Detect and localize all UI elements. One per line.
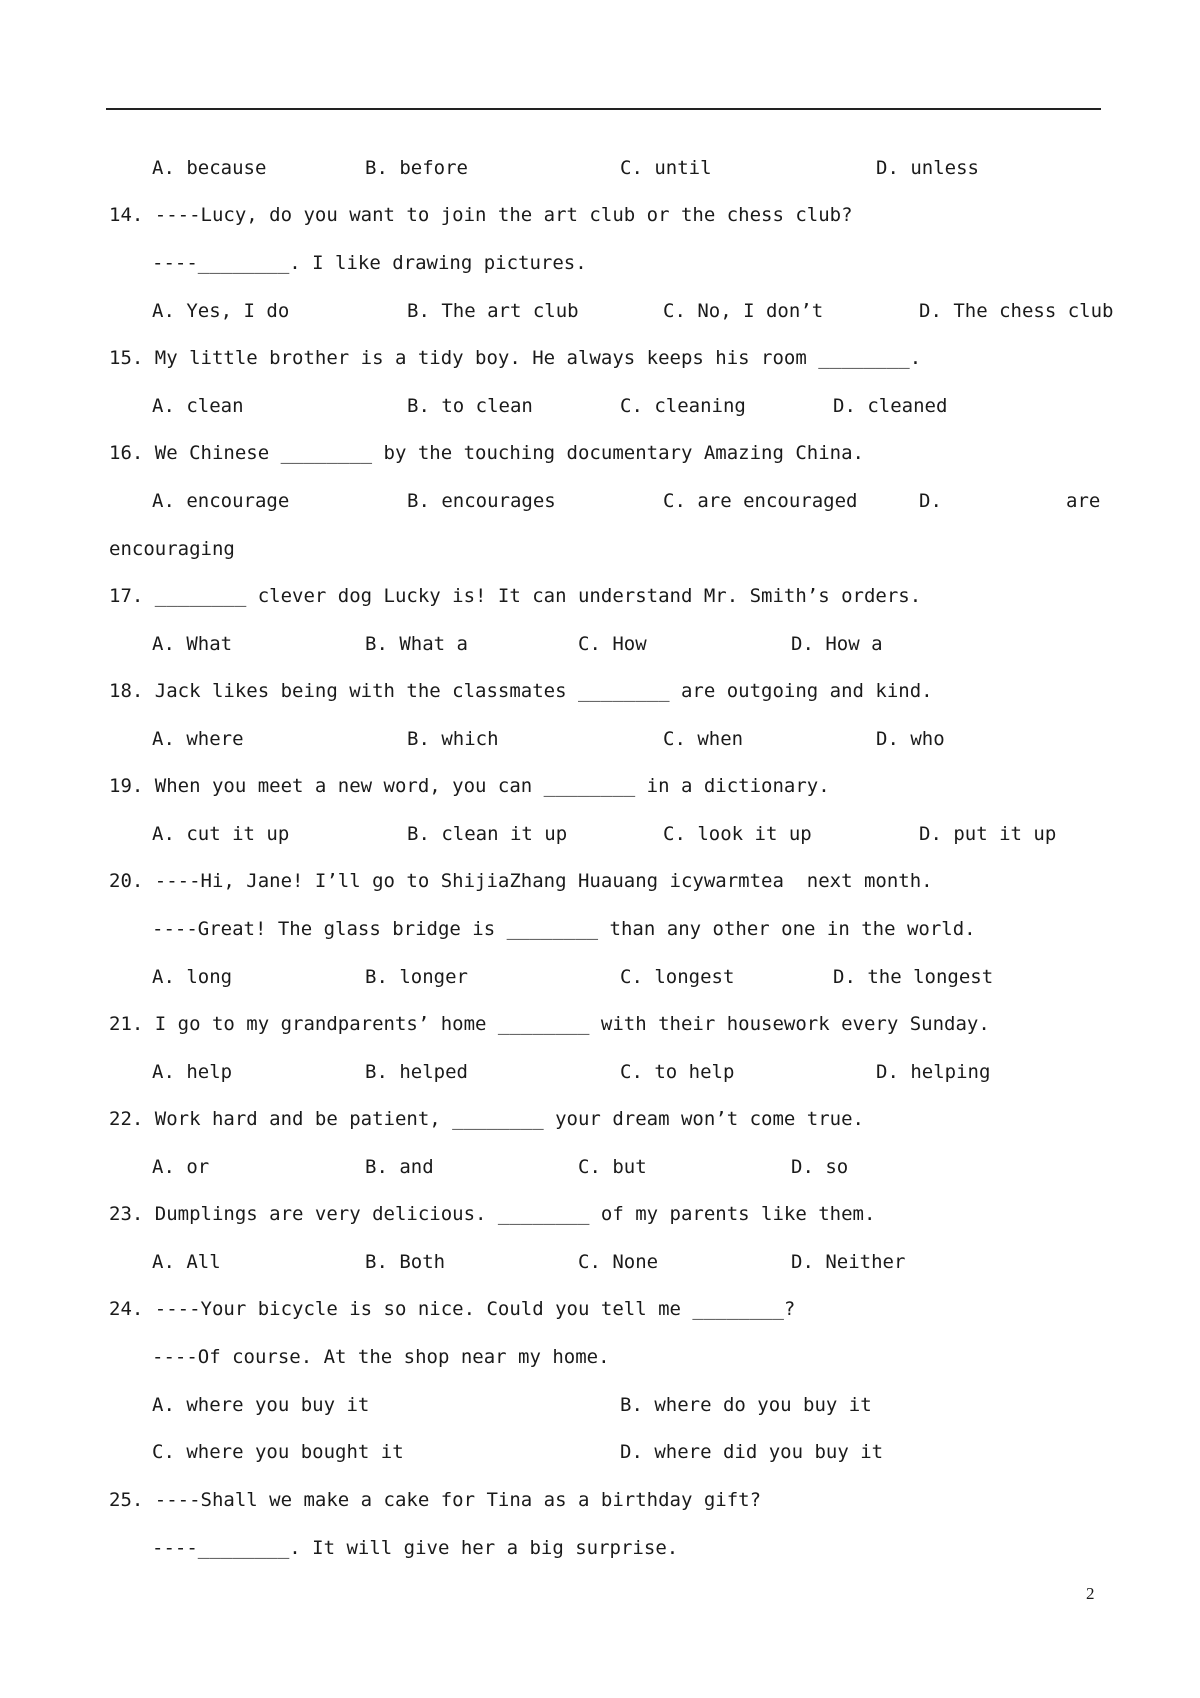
q15-option-c: C. cleaning	[620, 395, 746, 417]
q20-option-b: B. longer	[365, 966, 468, 988]
page-number: 2	[1086, 1584, 1095, 1603]
q24-option-c: C. where you bought it	[152, 1441, 404, 1463]
q23-option-c: C. None	[578, 1251, 659, 1273]
q21-option-c: C. to help	[620, 1061, 735, 1083]
q17-option-a: A. What	[152, 633, 233, 655]
q13-option-d: D. unless	[876, 157, 979, 179]
q17-option-b: B. What a	[365, 633, 468, 655]
q15-option-a: A. clean	[152, 395, 244, 417]
q24-option-d: D. where did you buy it	[620, 1441, 884, 1463]
q23-option-d: D. Neither	[791, 1251, 906, 1273]
q16-option-d: D.	[919, 490, 942, 512]
q20-option-d: D. the longest	[833, 966, 994, 988]
q23-option-a: A. All	[152, 1251, 221, 1273]
q22-option-b: B. and	[365, 1156, 434, 1178]
q16-option-c: C. are encouraged	[663, 490, 858, 512]
q20-reply: ----Great! The glass bridge is ________ than any other one in the world.	[152, 918, 976, 940]
q18-option-b: B. which	[407, 728, 499, 750]
q16-option-b: B. encourages	[407, 490, 556, 512]
q21-option-b: B. helped	[365, 1061, 468, 1083]
q18-option-a: A. where	[152, 728, 244, 750]
q22-option-a: A. or	[152, 1156, 210, 1178]
q25-stem: 25. ----Shall we make a cake for Tina as a birthday gift?	[109, 1489, 762, 1511]
q14-option-c: C. No, I don’t	[663, 300, 824, 322]
q20-option-a: A. long	[152, 966, 233, 988]
q16-option-d-wrap: encouraging	[109, 538, 235, 560]
q16-option-a: A. encourage	[152, 490, 290, 512]
q19-option-d: D. put it up	[919, 823, 1057, 845]
q17-option-c: C. How	[578, 633, 647, 655]
q24-stem: 24. ----Your bicycle is so nice. Could you tell me ________?	[109, 1298, 796, 1320]
q20-stem: 20. ----Hi, Jane! I’ll go to ShijiaZhang Huauang icywarmtea next month.	[109, 870, 933, 892]
q16-stem: 16. We Chinese ________ by the touching documentary Amazing China.	[109, 442, 864, 464]
q13-option-b: B. before	[365, 157, 468, 179]
q18-option-d: D. who	[876, 728, 945, 750]
q15-stem: 15. My little brother is a tidy boy. He always keeps his room ________.	[109, 347, 922, 369]
header-rule	[106, 108, 1101, 110]
q16-option-d-text: are	[1066, 490, 1101, 512]
q17-option-d: D. How a	[791, 633, 883, 655]
q13-option-c: C. until	[620, 157, 712, 179]
q14-stem: 14. ----Lucy, do you want to join the art club or the chess club?	[109, 204, 853, 226]
q23-stem: 23. Dumplings are very delicious. ________ of my parents like them.	[109, 1203, 876, 1225]
q13-option-a: A. because	[152, 157, 267, 179]
q19-option-a: A. cut it up	[152, 823, 290, 845]
q19-option-c: C. look it up	[663, 823, 812, 845]
q21-option-d: D. helping	[876, 1061, 991, 1083]
q19-stem: 19. When you meet a new word, you can ________ in a dictionary.	[109, 775, 830, 797]
q22-option-d: D. so	[791, 1156, 849, 1178]
q18-stem: 18. Jack likes being with the classmates ________ are outgoing and kind.	[109, 680, 933, 702]
q17-stem: 17. ________ clever dog Lucky is! It can understand Mr. Smith’s orders.	[109, 585, 922, 607]
q25-reply: ----________. It will give her a big surprise.	[152, 1537, 679, 1559]
q14-reply: ----________. I like drawing pictures.	[152, 252, 587, 274]
q22-stem: 22. Work hard and be patient, ________ your dream won’t come true.	[109, 1108, 864, 1130]
q14-option-a: A. Yes, I do	[152, 300, 290, 322]
q14-option-d: D. The chess club	[919, 300, 1114, 322]
q22-option-c: C. but	[578, 1156, 647, 1178]
q18-option-c: C. when	[663, 728, 744, 750]
q23-option-b: B. Both	[365, 1251, 446, 1273]
q15-option-d: D. cleaned	[833, 395, 948, 417]
q15-option-b: B. to clean	[407, 395, 533, 417]
q24-reply: ----Of course. At the shop near my home.	[152, 1346, 610, 1368]
q19-option-b: B. clean it up	[407, 823, 568, 845]
q21-option-a: A. help	[152, 1061, 233, 1083]
q24-option-a: A. where you buy it	[152, 1394, 370, 1416]
q20-option-c: C. longest	[620, 966, 735, 988]
q14-option-b: B. The art club	[407, 300, 579, 322]
q24-option-b: B. where do you buy it	[620, 1394, 872, 1416]
q21-stem: 21. I go to my grandparents’ home ________ with their housework every Sunday.	[109, 1013, 990, 1035]
